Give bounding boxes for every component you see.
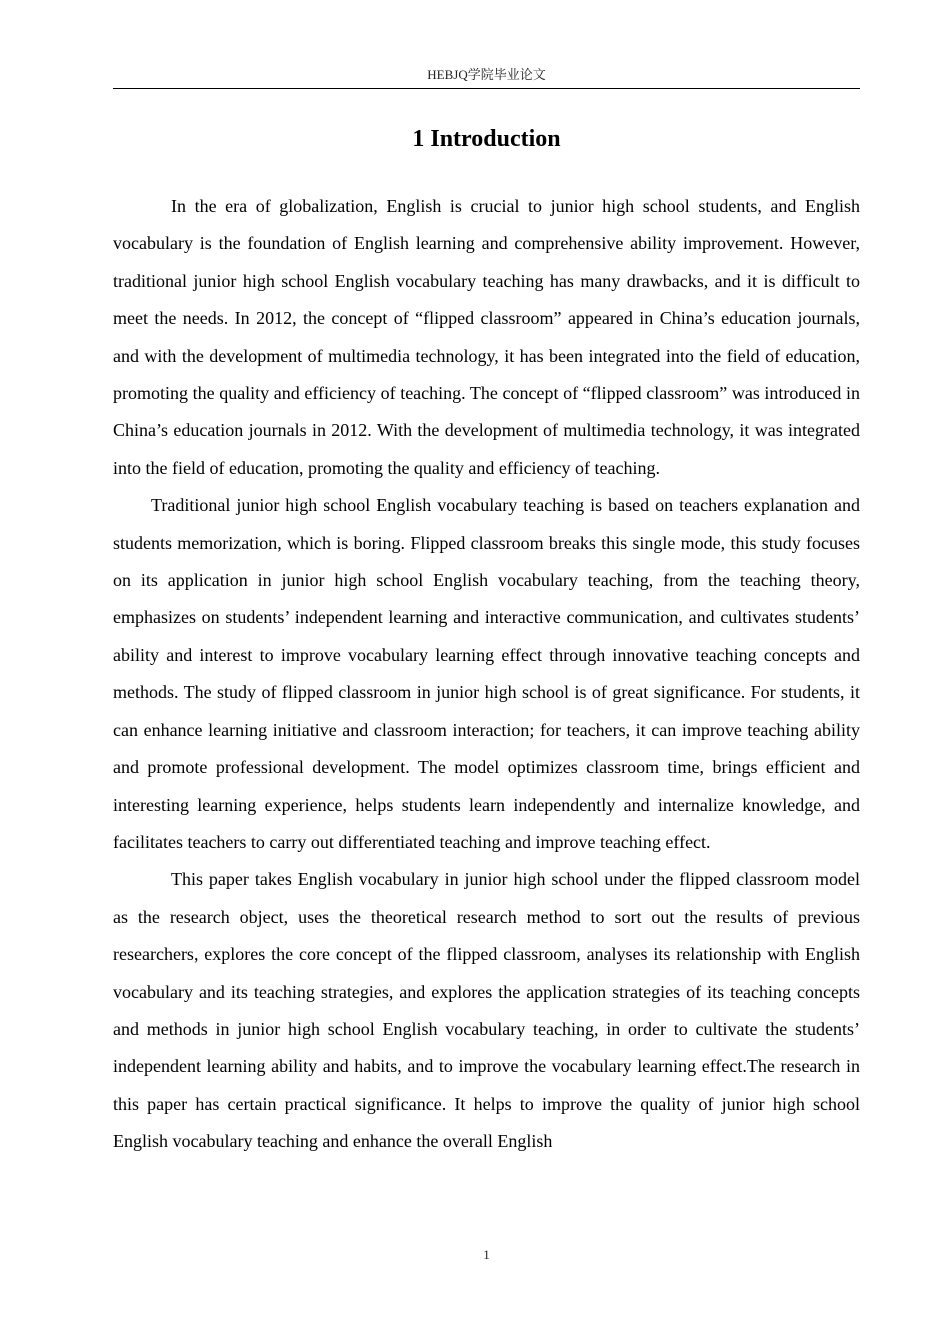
paragraph-3: This paper takes English vocabulary in junior high school under the flipped classroom model as the research object, uses the theoretical research method to sort out the results of previous researchers, explores the core concept of the flipped classroom, analyses its relationship with English vocabulary and its teaching strategies, and explores the application strategies of its teaching concepts and methods in junior high school English vocabulary teaching, in order to cultivate the students’ independent learning ability and habits, and to improve the vocabulary learning effect.The research in this paper has certain practical significance. It helps to improve the quality of junior high school English vocabulary teaching and enhance the overall English	[113, 869, 860, 1152]
page-number: 1	[483, 1247, 490, 1262]
running-header: HEBJQ学院毕业论文	[427, 67, 546, 82]
chapter-title: 1 Introduction	[412, 126, 561, 152]
paragraph-1: In the era of globalization, English is crucial to junior high school students, and English vocabulary is the foundation of English learning and comprehensive ability improvement. However, traditional junior high school English vocabulary teaching has many drawbacks, and it is difficult to meet the needs. In 2012, the concept of “flipped classroom” appeared in China’s education journals, and with the development of multimedia technology, it has been integrated into the field of education, promoting the quality and efficiency of teaching. The concept of “flipped classroom” was introduced in China’s education journals in 2012. With the development of multimedia technology, it was integrated into the field of education, promoting the quality and efficiency of teaching.	[113, 196, 860, 478]
paragraph-2: Traditional junior high school English vocabulary teaching is based on teachers explanation and students memorization, which is boring. Flipped classroom breaks this single mode, this study focuses on its application in junior high school English vocabulary teaching, from the teaching theory, emphasizes on students’ independent learning and interactive communication, and cultivates students’ ability and interest to improve vocabulary learning effect through innovative teaching concepts and methods. The study of flipped classroom in junior high school is of great significance. For students, it can enhance learning initiative and classroom interaction; for teachers, it can improve teaching ability and promote professional development. The model optimizes classroom time, brings efficient and interesting learning experience, helps students learn independently and internalize knowledge, and facilitates teachers to carry out differentiated teaching and improve teaching effect.	[113, 495, 860, 852]
body-text	[113, 188, 860, 1161]
header-rule	[113, 88, 860, 89]
